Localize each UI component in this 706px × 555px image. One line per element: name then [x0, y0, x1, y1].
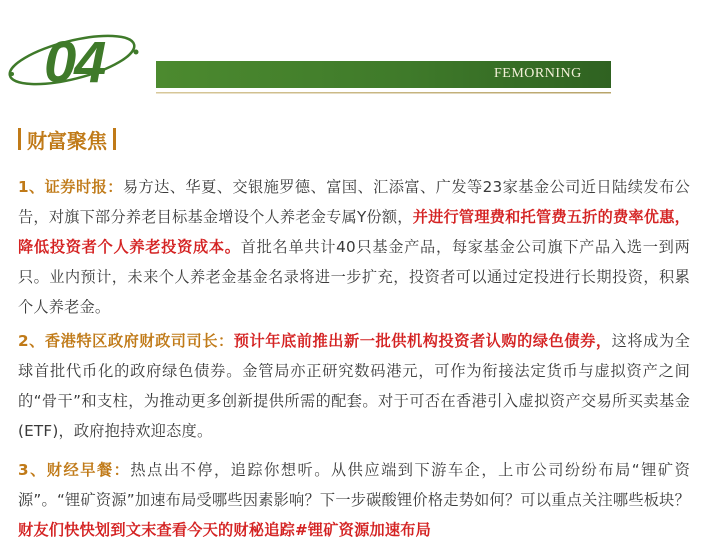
news-item-3	[18, 455, 690, 545]
section-title	[18, 124, 116, 154]
orbit-dot	[134, 50, 139, 55]
news-item-2-source: 2、香港特区政府财政司司长：	[18, 332, 234, 350]
news-item-3-source: 3、财经早餐：	[18, 461, 131, 479]
news-item-2	[18, 326, 690, 446]
section-title-text: 财富聚焦	[27, 128, 107, 153]
news-item-3-highlight[interactable]: 财友们快快划到文末查看今天的财秘追踪#锂矿资源加速布局	[18, 521, 432, 539]
news-item-1-text-cont: 首批名单共计40只基金产品，每家基金公司旗下产品入选一到两只。业内预计，未来个人养老金基金名录将进一步扩充，投资者可以通过定投进行长期投资，积累个人养老金。	[18, 238, 690, 316]
header-banner	[0, 0, 706, 110]
orbit-dot	[10, 72, 14, 76]
title-bar-left	[18, 128, 21, 150]
section-number: 04	[44, 30, 105, 95]
banner-graphic	[0, 0, 706, 110]
news-item-1	[18, 172, 690, 322]
title-bar-right	[113, 128, 116, 150]
news-item-1-highlight: 并进行管理费和托管费五折的费率优惠，降低投资者个人养老投资成本。	[18, 208, 690, 256]
news-item-2-text: 这将成为全球首批代币化的政府绿色债券。金管局亦正研究数码港元，可作为衔接法定货币与虚拟资产之间的“骨干”和支柱，为推动更多创新提供所需的配套。对于可否在香港引入虚拟资产交易所买卖基金(ETF)，政府抱持欢迎态度。	[18, 332, 691, 440]
news-item-2-highlight: 预计年底前推出新一批供机构投资者认购的绿色债券，	[233, 332, 612, 350]
news-item-3-text: 热点出不停，追踪你想听。从供应端到下游车企，上市公司纷纷布局“锂矿资源”。“锂矿资源”加速布局受哪些因素影响？下一步碳酸锂价格走势如何？可以重点关注哪些板块？	[18, 461, 691, 509]
news-item-1-source: 1、证券时报：	[18, 178, 123, 196]
news-item-1-text: 易方达、华夏、交银施罗德、富国、汇添富、广发等23家基金公司近日陆续发布公告，对旗下部分养老目标基金增设个人养老金专属Y份额，	[18, 178, 691, 226]
brand-label: FEMORNING	[494, 66, 582, 81]
header-rule	[156, 92, 611, 94]
